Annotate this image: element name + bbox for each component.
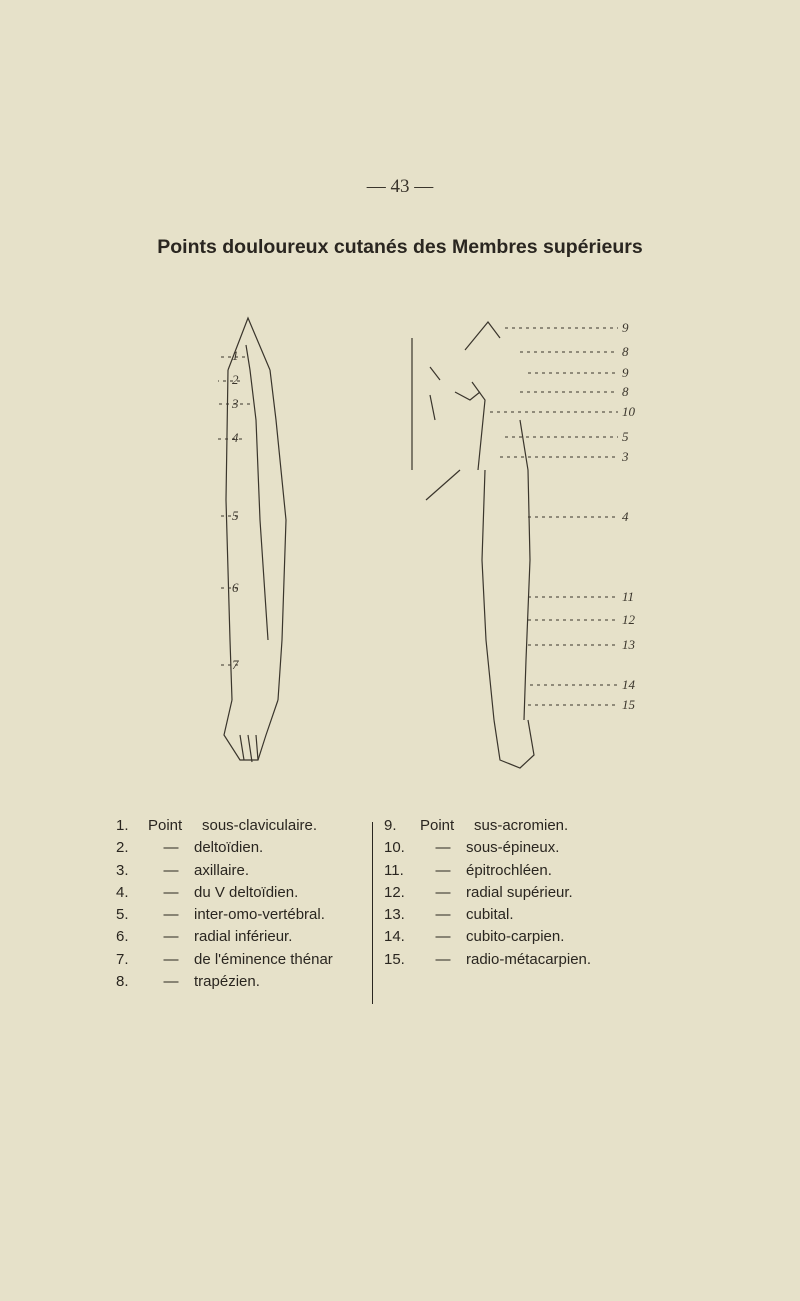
legend-item [116, 837, 366, 859]
legend-text: axillaire. [194, 861, 250, 879]
legend-item [384, 882, 714, 904]
legend-prefix: — [163, 928, 179, 946]
right-label-3: 3 [622, 449, 629, 464]
right-label-12: 12 [622, 612, 635, 627]
legend-number: 14. [384, 928, 405, 946]
right-label-15: 15 [622, 697, 635, 712]
legend-right-column [384, 815, 714, 971]
page-number: — 43 — [366, 176, 434, 197]
legend-prefix: — [435, 906, 451, 924]
legend-text: radio-métacarpien. [466, 950, 592, 968]
legend-item [384, 926, 714, 948]
left-label-6: 6 [232, 580, 239, 595]
right-label-5: 5 [622, 429, 629, 444]
legend-text: sous-épineux. [466, 839, 560, 857]
legend-item [116, 815, 366, 837]
legend-prefix: — [435, 861, 451, 879]
legend-number: 12. [384, 883, 405, 901]
legend-item [116, 971, 366, 993]
legend-text: épitrochléen. [466, 861, 552, 879]
legend-text: deltoïdien. [194, 839, 264, 857]
legend-prefix: — [435, 883, 451, 901]
legend-prefix: — [435, 950, 451, 968]
right-label-9a: 9 [622, 320, 629, 335]
legend-number: 7. [116, 950, 129, 968]
legend-text: de l'éminence thénar [194, 950, 333, 968]
legend-text: cubital. [466, 906, 514, 924]
legend-number: 15. [384, 950, 405, 968]
left-label-2: 2 [232, 372, 239, 387]
legend-item [384, 904, 714, 926]
legend-prefix: — [435, 928, 451, 946]
legend-number: 3. [116, 861, 129, 879]
legend-item [116, 949, 366, 971]
legend-text: sus-acromien. [474, 817, 569, 834]
legend-prefix: Point [148, 817, 183, 834]
right-label-11: 11 [622, 589, 635, 604]
legend-number: 13. [384, 906, 405, 924]
legend-prefix: — [163, 950, 179, 968]
legend-prefix: — [163, 861, 179, 879]
legend-number: 10. [384, 839, 405, 857]
legend-text: inter-omo-vertébral. [194, 906, 325, 924]
legend-item [116, 904, 366, 926]
legend-number: 2. [116, 839, 129, 857]
legend-text: radial inférieur. [194, 928, 293, 946]
right-label-8a: 8 [622, 344, 629, 359]
legend-prefix: Point [420, 817, 455, 834]
right-label-8b: 8 [622, 384, 629, 399]
right-label-9b: 9 [622, 365, 629, 380]
legend-prefix: — [435, 839, 451, 857]
left-label-1: 1 [232, 348, 239, 363]
right-label-14: 14 [622, 677, 635, 692]
legend-number: 9. [384, 817, 397, 834]
left-label-3: 3 [232, 396, 239, 411]
legend-prefix: — [163, 839, 179, 857]
legend-text: du V deltoïdien. [194, 883, 299, 901]
legend-item [116, 926, 366, 948]
legend-item [384, 837, 714, 859]
right-label-13: 13 [622, 637, 635, 652]
right-label-4: 4 [622, 509, 629, 524]
legend-text: trapézien. [194, 973, 260, 991]
legend-item [116, 882, 366, 904]
page-heading: Points douloureux cutanés des Membres supérieurs [157, 236, 643, 258]
legend-number: 4. [116, 883, 129, 901]
legend-column-divider [372, 822, 373, 1004]
left-label-5: 5 [232, 508, 239, 523]
legend-left-column [116, 815, 366, 993]
legend-number: 11. [384, 861, 404, 879]
legend-text: radial supérieur. [466, 883, 573, 901]
legend-number: 1. [116, 817, 129, 834]
legend-item [116, 860, 366, 882]
legend-item [384, 949, 714, 971]
right-label-10: 10 [622, 404, 635, 419]
legend-text: cubito-carpien. [466, 928, 565, 946]
legend-prefix: — [163, 973, 179, 991]
legend-number: 6. [116, 928, 129, 946]
legend-prefix: — [163, 883, 179, 901]
legend-prefix: — [163, 906, 179, 924]
legend-item [384, 815, 714, 837]
legend-item [384, 860, 714, 882]
legend-number: 5. [116, 906, 129, 924]
left-label-7: 7 [232, 657, 239, 672]
legend-number: 8. [116, 973, 129, 991]
left-label-4: 4 [232, 430, 239, 445]
legend-text: sous-claviculaire. [202, 817, 318, 834]
